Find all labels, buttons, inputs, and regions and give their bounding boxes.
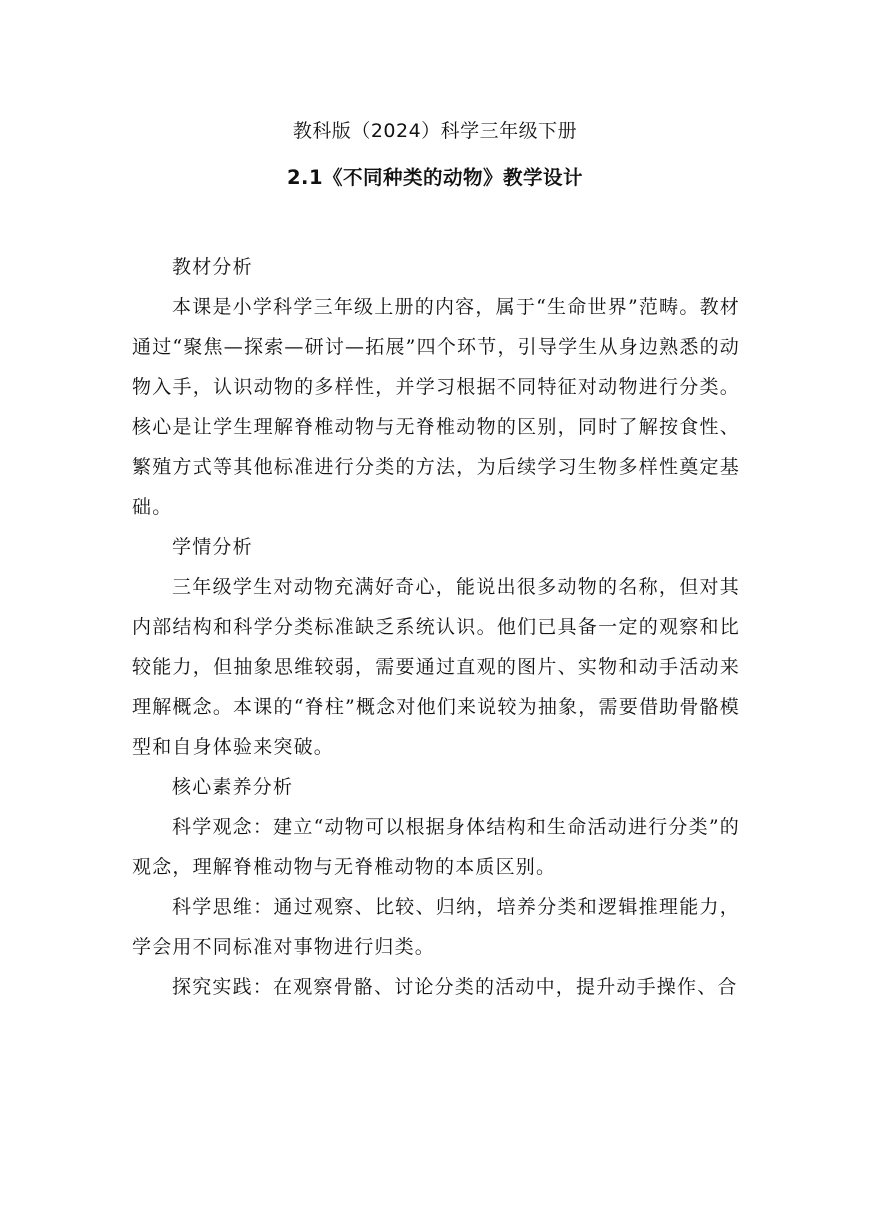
paragraph: 科学观念：建立“动物可以根据身体结构和生命活动进行分类”的观念，理解脊椎动物与无脊椎动物的本质区别。 — [132, 816, 740, 878]
document-title: 2.1《不同种类的动物》教学设计 — [286, 166, 584, 189]
section-student-analysis — [132, 527, 740, 767]
document-body — [132, 247, 740, 1007]
section-heading: 核心素养分析 — [172, 776, 294, 798]
paragraph: 科学思维：通过观察、比较、归纳，培养分类和逻辑推理能力，学会用不同标准对事物进行归类。 — [132, 896, 740, 958]
section-textbook-analysis — [132, 247, 740, 527]
paragraph: 三年级学生对动物充满好奇心，能说出很多动物的名称，但对其内部结构和科学分类标准缺乏系统认识。他们已具备一定的观察和比较能力，但抽象思维较弱，需要通过直观的图片、实物和动手活动来理解概念。本课的“脊柱”概念对他们来说较为抽象，需要借助骨骼模型和自身体验来突破。 — [132, 576, 740, 758]
section-core-literacy-analysis — [132, 767, 740, 1007]
section-heading: 学情分析 — [172, 536, 253, 558]
section-heading: 教材分析 — [172, 256, 253, 278]
document-subtitle: 教科版（2024）科学三年级下册 — [292, 120, 578, 142]
paragraph: 本课是小学科学三年级上册的内容，属于“生命世界”范畴。教材通过“聚焦—探索—研讨—拓展”四个环节，引导学生从身边熟悉的动物入手，认识动物的多样性，并学习根据不同特征对动物进行分类。核心是让学生理解脊椎动物与无脊椎动物的区别，同时了解按食性、繁殖方式等其他标准进行分类的方法，为后续学习生物多样性奠定基础。 — [132, 296, 740, 518]
paragraph: 探究实践：在观察骨骼、讨论分类的活动中，提升动手操作、合 — [172, 976, 738, 998]
